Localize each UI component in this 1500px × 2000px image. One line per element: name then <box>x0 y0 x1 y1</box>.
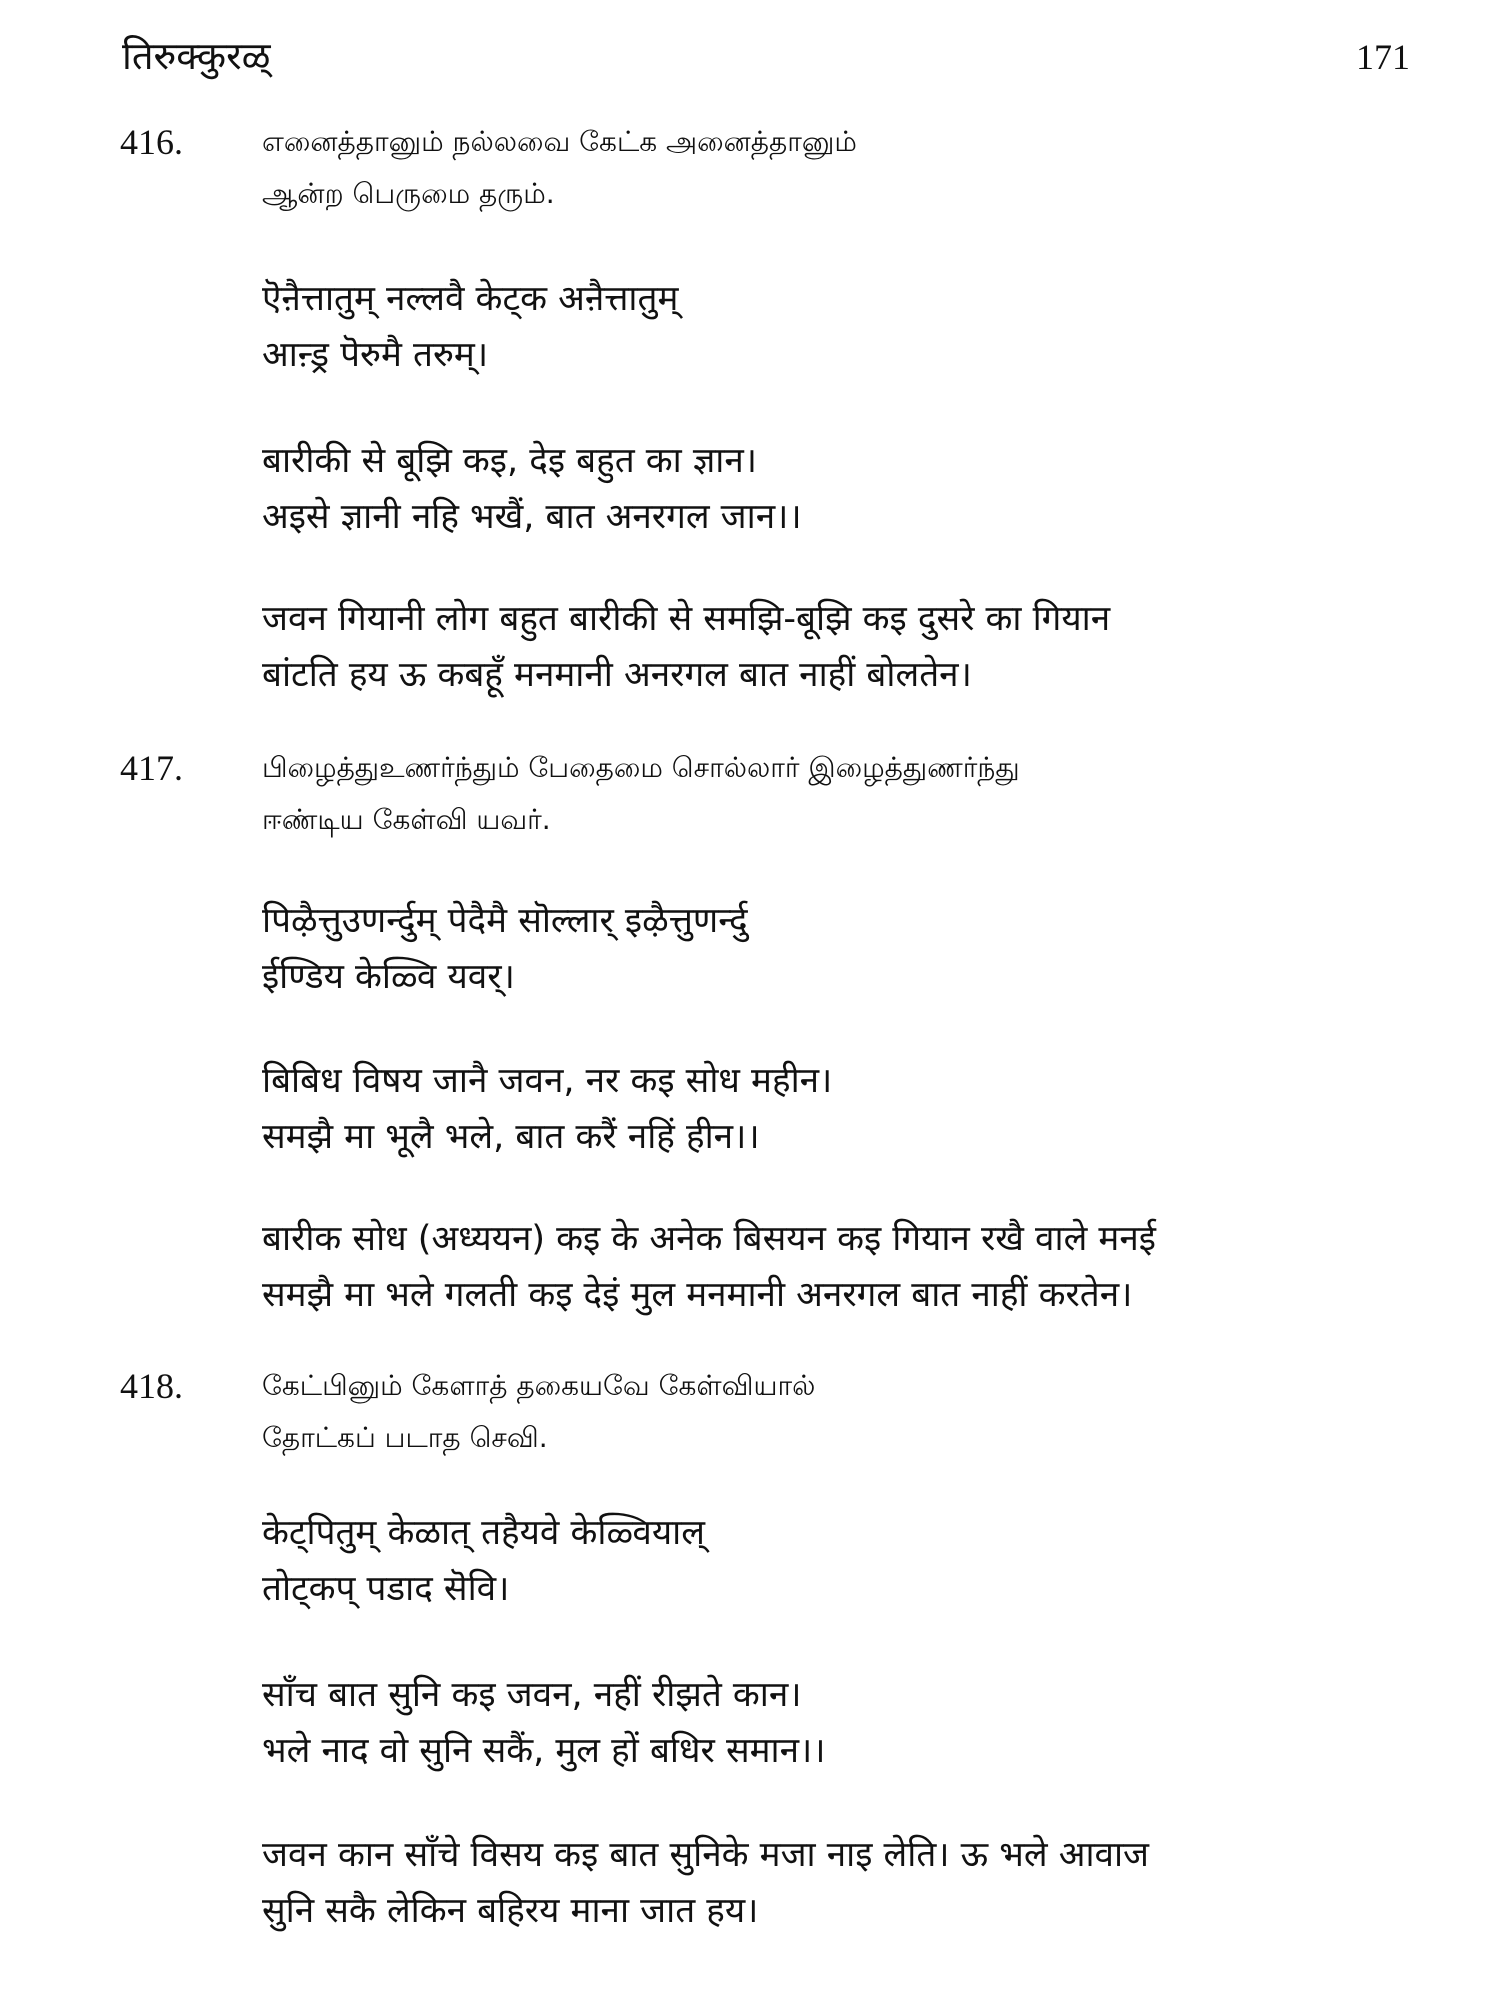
transliteration-line-2: तोट्कप् पडाद सॆवि। <box>262 1569 510 1609</box>
couplet-line-1: साँच बात सुनि कइ जवन, नहीं रीझते कान। <box>262 1675 802 1715</box>
couplet-line-2: समझै मा भूलै भले, बात करैं नहिं हीन।। <box>262 1117 760 1157</box>
tamil-line-1: எனைத்தானும் நல்லவை கேட்க அனைத்தானும் <box>262 125 857 158</box>
tamil-line-2: ஆன்ற பெருமை தரும். <box>262 177 555 210</box>
verse-number: 416. <box>120 122 183 162</box>
running-header-title: तिरुक्कुरळ् <box>122 34 271 78</box>
transliteration-line-1: केट्पितुम् केळात् तहैयवे केळ्वियाल् <box>262 1513 705 1553</box>
prose-line-2: समझै मा भले गलती कइ देइं मुल मनमानी अनरगल बात नाहीं करतेन। <box>262 1275 1133 1315</box>
tamil-line-2: ஈண்டிய கேள்வி யவர். <box>262 803 551 836</box>
prose-line-1: जवन गियानी लोग बहुत बारीकी से समझि-बूझि कइ दुसरे का गियान <box>262 599 1111 639</box>
tamil-line-2: தோட்கப் படாத செவி. <box>262 1421 548 1454</box>
verse-number: 417. <box>120 748 183 788</box>
transliteration-line-1: ऎऩैत्तातुम् नल्लवै केट्क अऩैत्तातुम् <box>262 279 679 319</box>
couplet-line-2: अइसे ज्ञानी नहि भखैं, बात अनरगल जान।। <box>262 497 802 537</box>
prose-line-1: बारीक सोध (अध्ययन) कइ के अनेक बिसयन कइ गियान रखै वाले मनई <box>262 1219 1156 1259</box>
prose-line-2: सुनि सकै लेकिन बहिरय माना जात हय। <box>262 1891 759 1931</box>
transliteration-line-1: पिऴैत्तुउणर्न्दुम् पेदैमै सॊल्लार् इऴैत्तुणर्न्दु <box>262 901 748 941</box>
tamil-line-1: கேட்பினும் கேளாத் தகையவே கேள்வியால் <box>262 1369 816 1402</box>
prose-line-2: बांटति हय ऊ कबहूँ मनमानी अनरगल बात नाहीं बोलतेन। <box>262 655 972 695</box>
couplet-line-2: भले नाद वो सुनि सकैं, मुल हों बधिर समान।। <box>262 1731 826 1771</box>
tamil-line-1: பிழைத்துஉணர்ந்தும் பேதைமை சொல்லார் இழைத்துணர்ந்து <box>262 751 1020 784</box>
couplet-line-1: बिबिध विषय जानै जवन, नर कइ सोध महीन। <box>262 1061 833 1101</box>
prose-line-1: जवन कान साँचे विसय कइ बात सुनिके मजा नाइ लेति। ऊ भले आवाज <box>262 1835 1149 1875</box>
transliteration-line-2: ईण्डिय केळ्वि यवर्। <box>262 957 515 997</box>
couplet-line-1: बारीकी से बूझि कइ, देइ बहुत का ज्ञान। <box>262 441 758 481</box>
transliteration-line-2: आऩ्ड्र पॆरुमै तरुम्। <box>262 335 489 375</box>
page-number: 171 <box>1356 37 1410 77</box>
verse-number: 418. <box>120 1366 183 1406</box>
